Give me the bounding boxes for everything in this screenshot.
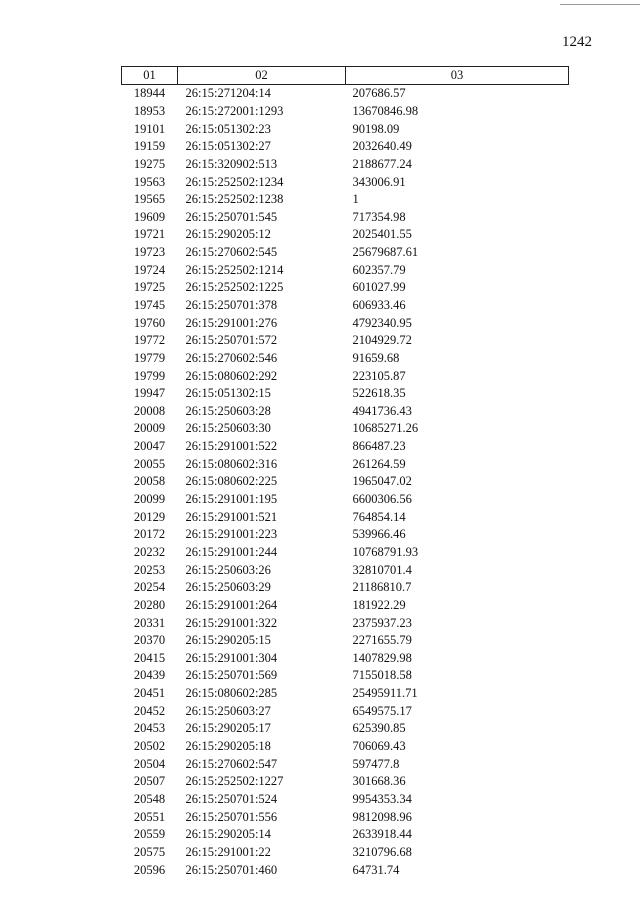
cell-value: 10685271.26 (352, 421, 419, 436)
cell-id: 19772 (133, 333, 166, 348)
cell-value: 32810701.4 (352, 562, 412, 577)
cell-id: 20058 (133, 474, 166, 489)
data-table (121, 66, 569, 879)
cell-cadastral-number: 26:15:250701:378 (185, 298, 278, 312)
cell-cadastral-number: 26:15:250603:26 (185, 562, 271, 577)
cell-id: 19721 (133, 227, 166, 242)
cell-cadastral-number: 26:15:250701:460 (185, 862, 278, 877)
cell-cadastral-number: 26:15:291001:264 (185, 597, 278, 612)
table-row (122, 738, 569, 756)
cell-id: 20254 (133, 580, 166, 595)
cell-id: 20047 (133, 439, 166, 454)
table-row (122, 544, 569, 562)
table-row (122, 85, 569, 103)
table-row (122, 808, 569, 826)
cell-id: 20172 (133, 527, 166, 542)
table-row (122, 297, 569, 315)
cell-cadastral-number: 26:15:250603:28 (185, 403, 271, 418)
cell-id: 19724 (133, 262, 166, 277)
cell-value: 601027.99 (352, 280, 406, 295)
cell-value: 2271655.79 (352, 633, 412, 648)
cell-cadastral-number: 26:15:291001:223 (185, 527, 278, 542)
cell-cadastral-number: 26:15:291001:276 (185, 315, 278, 330)
cell-value: 6549575.17 (352, 703, 412, 718)
cell-value: 2032640.49 (352, 139, 412, 154)
table-row (122, 614, 569, 632)
table-row (122, 120, 569, 138)
table-header (122, 67, 569, 85)
table-row (122, 350, 569, 368)
cell-cadastral-number: 26:15:290205:18 (185, 739, 271, 754)
cell-cadastral-number: 26:15:250603:30 (185, 421, 271, 436)
cell-cadastral-number: 26:15:252502:1234 (185, 174, 284, 189)
table-row (122, 861, 569, 879)
cell-cadastral-number: 26:15:291001:521 (185, 509, 278, 524)
cell-value: 301668.36 (352, 774, 406, 789)
table-row (122, 455, 569, 473)
table-row (122, 385, 569, 403)
table-row (122, 420, 569, 438)
table-row (122, 156, 569, 174)
table-body (122, 85, 569, 879)
cell-cadastral-number: 26:15:250603:27 (185, 703, 271, 718)
cell-id: 19101 (133, 121, 166, 136)
cell-value: 207686.57 (352, 86, 406, 101)
data-table-container (121, 66, 568, 879)
cell-value: 6600306.56 (352, 492, 412, 507)
table-row (122, 579, 569, 597)
table-row (122, 261, 569, 279)
table-row (122, 561, 569, 579)
cell-id: 20331 (133, 615, 166, 630)
cell-cadastral-number: 26:15:270602:545 (185, 245, 278, 260)
table-row (122, 279, 569, 297)
cell-cadastral-number: 26:15:291001:322 (185, 615, 278, 630)
cell-id: 20452 (133, 703, 166, 718)
cell-value: 4941736.43 (352, 403, 412, 418)
cell-cadastral-number: 26:15:271204:14 (185, 86, 271, 101)
cell-value: 4792340.95 (352, 315, 412, 330)
cell-value: 21186810.7 (352, 580, 412, 595)
cell-value: 25679687.61 (352, 245, 419, 260)
cell-cadastral-number: 26:15:252502:1227 (185, 774, 284, 789)
cell-value: 1407829.98 (352, 650, 412, 665)
cell-value: 64731.74 (352, 862, 400, 877)
table-row (122, 438, 569, 456)
cell-cadastral-number: 26:15:320902:513 (185, 156, 278, 171)
cell-cadastral-number: 26:15:080602:316 (185, 456, 278, 471)
cell-value: 2104929.72 (352, 333, 412, 348)
cell-value: 606933.46 (352, 298, 406, 312)
cell-value: 223105.87 (352, 368, 406, 383)
cell-id: 20129 (133, 509, 166, 524)
table-row (122, 244, 569, 262)
cell-cadastral-number: 26:15:290205:17 (185, 721, 271, 736)
cell-id: 20551 (133, 809, 166, 824)
cell-value: 343006.91 (352, 174, 406, 189)
cell-value: 91659.68 (352, 350, 400, 365)
cell-cadastral-number: 26:15:291001:304 (185, 650, 278, 665)
cell-cadastral-number: 26:15:250701:545 (185, 209, 278, 224)
cell-id: 20439 (133, 668, 166, 683)
cell-value: 866487.23 (352, 439, 406, 454)
cell-cadastral-number: 26:15:252502:1214 (185, 262, 284, 277)
table-row (122, 103, 569, 121)
header-row (122, 67, 569, 85)
cell-id: 20370 (133, 633, 166, 648)
table-row (122, 191, 569, 209)
cell-id: 20280 (133, 597, 166, 612)
table-row (122, 791, 569, 809)
cell-cadastral-number: 26:15:291001:195 (185, 492, 278, 507)
cell-value: 181922.29 (352, 597, 406, 612)
cell-value: 2188677.24 (352, 156, 412, 171)
cell-value: 7155018.58 (352, 668, 412, 683)
cell-value: 706069.43 (352, 739, 406, 754)
cell-value: 13670846.98 (352, 103, 419, 118)
cell-value: 1965047.02 (352, 474, 412, 489)
cell-cadastral-number: 26:15:250701:572 (185, 333, 278, 348)
table-row (122, 226, 569, 244)
cell-cadastral-number: 26:15:250603:29 (185, 580, 271, 595)
table-row (122, 491, 569, 509)
column-header-03: 03 (346, 67, 569, 85)
cell-cadastral-number: 26:15:270602:546 (185, 350, 278, 365)
cell-id: 20504 (133, 756, 166, 771)
cell-value: 602357.79 (352, 262, 406, 277)
cell-value: 2375937.23 (352, 615, 412, 630)
cell-id: 18944 (133, 86, 166, 101)
table-row (122, 314, 569, 332)
table-row (122, 526, 569, 544)
table-row (122, 332, 569, 350)
cell-value: 3210796.68 (352, 844, 412, 859)
table-row (122, 720, 569, 738)
cell-cadastral-number: 26:15:252502:1225 (185, 280, 284, 295)
table-row (122, 138, 569, 156)
cell-id: 20502 (133, 739, 166, 754)
cell-cadastral-number: 26:15:250701:569 (185, 668, 278, 683)
cell-value: 90198.09 (352, 121, 400, 136)
cell-value: 625390.85 (352, 721, 406, 736)
cell-id: 20507 (133, 774, 166, 789)
cell-cadastral-number: 26:15:252502:1238 (185, 192, 284, 207)
column-header-01: 01 (122, 67, 178, 85)
table-row (122, 367, 569, 385)
cell-cadastral-number: 26:15:270602:547 (185, 756, 278, 771)
cell-value: 522618.35 (352, 386, 406, 401)
cell-value: 597477.8 (352, 756, 400, 771)
cell-value: 9954353.34 (352, 791, 412, 806)
cell-cadastral-number: 26:15:291001:22 (185, 844, 271, 859)
table-row (122, 685, 569, 703)
table-row (122, 773, 569, 791)
cell-cadastral-number: 26:15:291001:244 (185, 544, 278, 559)
cell-id: 20548 (133, 791, 166, 806)
table-row (122, 667, 569, 685)
table-row (122, 173, 569, 191)
cell-id: 19799 (133, 368, 166, 383)
cell-cadastral-number: 26:15:250701:556 (185, 809, 278, 824)
cell-cadastral-number: 26:15:250701:524 (185, 791, 278, 806)
cell-id: 20596 (133, 862, 166, 877)
cell-id: 19723 (133, 245, 166, 260)
cell-value: 764854.14 (352, 509, 406, 524)
cell-value: 10768791.93 (352, 544, 419, 559)
table-row (122, 473, 569, 491)
cell-value: 9812098.96 (352, 809, 412, 824)
table-row (122, 755, 569, 773)
cell-id: 19745 (133, 298, 166, 312)
cell-id: 19725 (133, 280, 166, 295)
cell-value: 539966.46 (352, 527, 406, 542)
cell-id: 20415 (133, 650, 166, 665)
cell-cadastral-number: 26:15:290205:14 (185, 827, 271, 842)
cell-id: 18953 (133, 103, 166, 118)
table-row (122, 632, 569, 650)
cell-id: 20453 (133, 721, 166, 736)
cell-id: 19760 (133, 315, 166, 330)
cell-value: 1 (352, 192, 359, 207)
cell-cadastral-number: 26:15:290205:12 (185, 227, 271, 242)
cell-cadastral-number: 26:15:080602:285 (185, 686, 278, 701)
cell-id: 20008 (133, 403, 166, 418)
cell-cadastral-number: 26:15:291001:522 (185, 439, 278, 454)
cell-id: 20575 (133, 844, 166, 859)
table-row (122, 208, 569, 226)
table-row (122, 844, 569, 862)
cell-id: 19779 (133, 350, 166, 365)
cell-id: 19563 (133, 174, 166, 189)
table-row (122, 597, 569, 615)
cell-value: 25495911.71 (352, 686, 418, 701)
cell-cadastral-number: 26:15:051302:27 (185, 139, 271, 154)
cell-id: 19947 (133, 386, 166, 401)
table-row (122, 508, 569, 526)
cell-id: 19159 (133, 139, 166, 154)
cell-cadastral-number: 26:15:080602:292 (185, 368, 278, 383)
cell-value: 261264.59 (352, 456, 406, 471)
cell-id: 20253 (133, 562, 166, 577)
cell-cadastral-number: 26:15:051302:15 (185, 386, 271, 401)
cell-cadastral-number: 26:15:051302:23 (185, 121, 271, 136)
cell-id: 20099 (133, 492, 166, 507)
column-header-02: 02 (178, 67, 346, 85)
table-row (122, 826, 569, 844)
page-number: 1242 (562, 34, 592, 50)
cell-value: 2025401.55 (352, 227, 412, 242)
cell-cadastral-number: 26:15:290205:15 (185, 633, 271, 648)
table-row (122, 702, 569, 720)
cell-value: 2633918.44 (352, 827, 412, 842)
top-edge-rule (560, 4, 640, 5)
table-row (122, 650, 569, 668)
cell-cadastral-number: 26:15:272001:1293 (185, 103, 284, 118)
cell-id: 20559 (133, 827, 166, 842)
table-row (122, 403, 569, 421)
cell-cadastral-number: 26:15:080602:225 (185, 474, 278, 489)
cell-id: 19609 (133, 209, 166, 224)
cell-id: 19565 (133, 192, 166, 207)
cell-id: 20009 (133, 421, 166, 436)
cell-value: 717354.98 (352, 209, 406, 224)
cell-id: 20232 (133, 544, 166, 559)
cell-id: 19275 (133, 156, 166, 171)
cell-id: 20451 (133, 686, 166, 701)
cell-id: 20055 (133, 456, 166, 471)
